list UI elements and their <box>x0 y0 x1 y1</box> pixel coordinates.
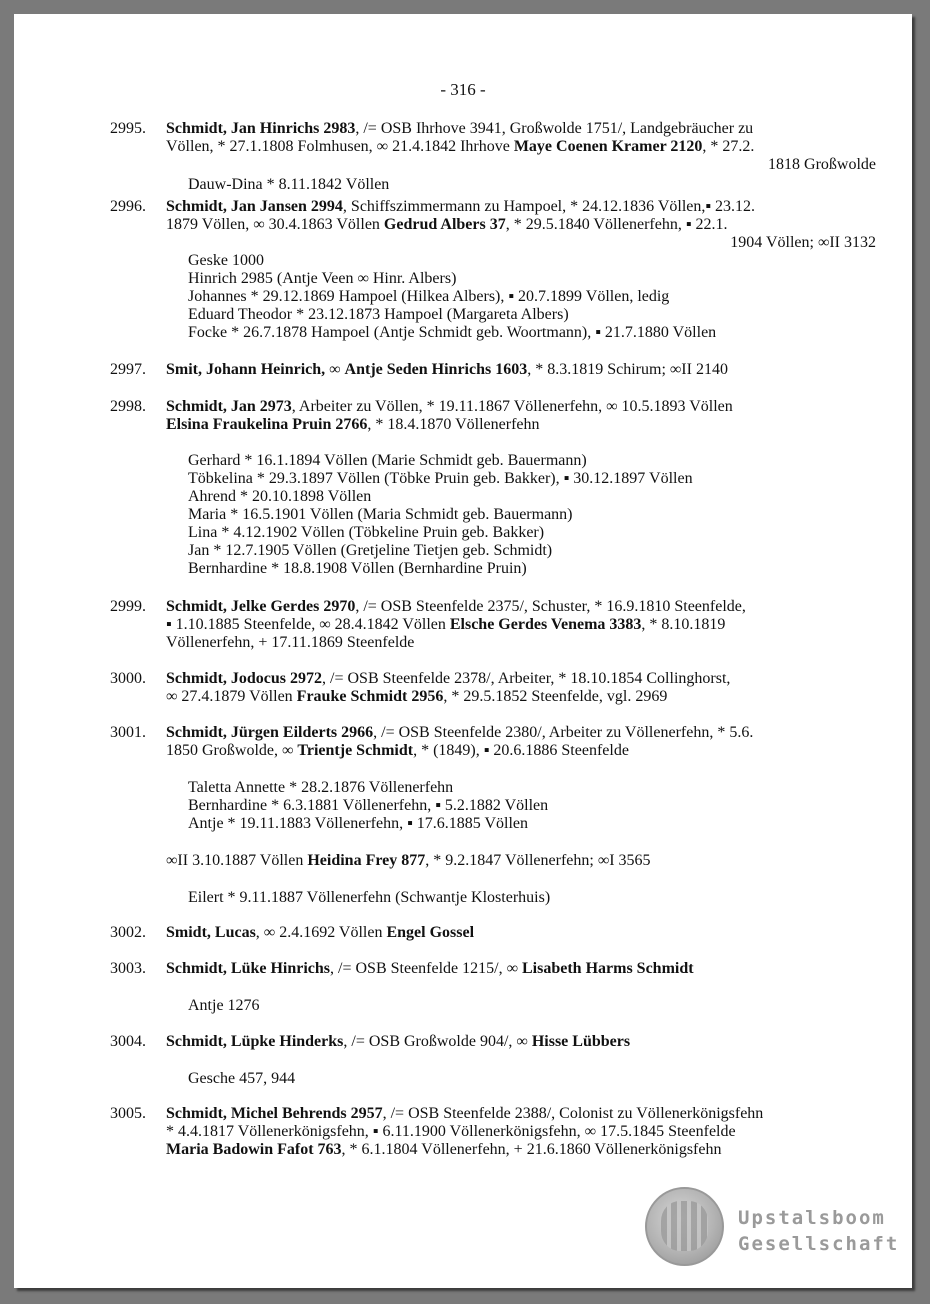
entry-line: Völlen, * 27.1.1808 Folmhusen, ∞ 21.4.1842 Ihrhove Maye Coenen Kramer 2120, * 27.2. <box>166 138 755 155</box>
entry-line: Jan * 12.7.1905 Völlen (Gretjeline Tietjen geb. Schmidt) <box>188 542 553 559</box>
entry-line: 1818 Großwolde <box>768 156 876 173</box>
entry-line: Bernhardine * 18.8.1908 Völlen (Bernhardine Pruin) <box>188 560 527 577</box>
entry-line: Taletta Annette * 28.2.1876 Völlenerfehn <box>188 779 454 796</box>
entry-line: Lina * 4.12.1902 Völlen (Töbkeline Pruin geb. Bakker) <box>188 524 545 541</box>
entry-line: Antje * 19.11.1883 Völlenerfehn, ▪ 17.6.1885 Völlen <box>188 815 528 832</box>
entry-line: ∞ 27.4.1879 Völlen Frauke Schmidt 2956, * 29.5.1852 Steenfelde, vgl. 2969 <box>166 688 668 705</box>
entry-line: Töbkelina * 29.3.1897 Völlen (Töbke Pruin geb. Bakker), ▪ 30.12.1897 Völlen <box>188 470 693 487</box>
entry-line: Eilert * 9.11.1887 Völlenerfehn (Schwantje Klosterhuis) <box>188 889 551 906</box>
entry-number: 2997. <box>110 361 146 378</box>
brand-line-2: Gesellschaft <box>738 1233 900 1255</box>
entry-number: 2996. <box>110 198 146 215</box>
entry-line: ∞II 3.10.1887 Völlen Heidina Frey 877, * 9.2.1847 Völlenerfehn; ∞I 3565 <box>166 852 651 869</box>
brand-watermark <box>738 1205 899 1257</box>
entry-line: Smidt, Lucas, ∞ 2.4.1692 Völlen Engel Gossel <box>166 924 475 941</box>
entry-line: Elsina Fraukelina Pruin 2766, * 18.4.1870 Völlenerfehn <box>166 416 540 433</box>
entry-line: Johannes * 29.12.1869 Hampoel (Hilkea Albers), ▪ 20.7.1899 Völlen, ledig <box>188 288 670 305</box>
entry-line: Schmidt, Jodocus 2972, /= OSB Steenfelde 2378/, Arbeiter, * 18.10.1854 Collinghorst, <box>166 670 731 687</box>
entry-line: 1850 Großwolde, ∞ Trientje Schmidt, * (1849), ▪ 20.6.1886 Steenfelde <box>166 742 629 759</box>
entry-number: 3003. <box>110 960 146 977</box>
entry-line: Gesche 457, 944 <box>188 1070 296 1087</box>
entry-number: 2995. <box>110 120 146 137</box>
entry-line: Schmidt, Jan Hinrichs 2983, /= OSB Ihrhove 3941, Großwolde 1751/, Landgebräucher zu <box>166 120 754 137</box>
entry-line: Bernhardine * 6.3.1881 Völlenerfehn, ▪ 5.2.1882 Völlen <box>188 797 549 814</box>
seal-logo-icon <box>645 1187 724 1266</box>
entry-number: 2999. <box>110 598 146 615</box>
entry-number: 2998. <box>110 398 146 415</box>
entry-line: Ahrend * 20.10.1898 Völlen <box>188 488 372 505</box>
entry-line: Schmidt, Jan 2973, Arbeiter zu Völlen, * 19.11.1867 Völlenerfehn, ∞ 10.5.1893 Völlen <box>166 398 733 415</box>
entry-line: Smit, Johann Heinrich, ∞ Antje Seden Hinrichs 1603, * 8.3.1819 Schirum; ∞II 2140 <box>166 361 728 378</box>
entry-line: Eduard Theodor * 23.12.1873 Hampoel (Margareta Albers) <box>188 306 569 323</box>
entry-line: Schmidt, Lüpke Hinderks, /= OSB Großwolde 904/, ∞ Hisse Lübbers <box>166 1033 631 1050</box>
entry-line: ▪ 1.10.1885 Steenfelde, ∞ 28.4.1842 Völlen Elsche Gerdes Venema 3383, * 8.10.1819 <box>166 616 726 633</box>
page-number: - 316 - <box>440 80 486 99</box>
entry-line: Hinrich 2985 (Antje Veen ∞ Hinr. Albers) <box>188 270 457 287</box>
entry-line: 1879 Völlen, ∞ 30.4.1863 Völlen Gedrud Albers 37, * 29.5.1840 Völlenerfehn, ▪ 22.1. <box>166 216 728 233</box>
entry-number: 3005. <box>110 1105 146 1122</box>
entry-line: Schmidt, Jelke Gerdes 2970, /= OSB Steenfelde 2375/, Schuster, * 16.9.1810 Steenfelde, <box>166 598 746 615</box>
entry-line: Focke * 26.7.1878 Hampoel (Antje Schmidt geb. Woortmann), ▪ 21.7.1880 Völlen <box>188 324 717 341</box>
entry-line: Schmidt, Jan Jansen 2994, Schiffszimmermann zu Hampoel, * 24.12.1836 Völlen,▪ 23.12. <box>166 198 756 215</box>
entry-line: Gerhard * 16.1.1894 Völlen (Marie Schmidt geb. Bauermann) <box>188 452 587 469</box>
entry-line: 1904 Völlen; ∞II 3132 <box>730 234 876 251</box>
entry-line: Völlenerfehn, + 17.11.1869 Steenfelde <box>166 634 415 651</box>
brand-line-1: Upstalsboom <box>738 1207 886 1229</box>
entry-line: Schmidt, Michel Behrends 2957, /= OSB Steenfelde 2388/, Colonist zu Völlenerkönigsfehn <box>166 1105 764 1122</box>
entry-line: Schmidt, Lüke Hinrichs, /= OSB Steenfelde 1215/, ∞ Lisabeth Harms Schmidt <box>166 960 694 977</box>
entry-line: * 4.4.1817 Völlenerkönigsfehn, ▪ 6.11.1900 Völlenerkönigsfehn, ∞ 17.5.1845 Steenfelde <box>166 1123 736 1140</box>
entry-line: Schmidt, Jürgen Eilderts 2966, /= OSB Steenfelde 2380/, Arbeiter zu Völlenerfehn, * 5.6. <box>166 724 754 741</box>
entry-number: 3002. <box>110 924 146 941</box>
entry-line: Geske 1000 <box>188 252 264 269</box>
entry-line: Maria Badowin Fafot 763, * 6.1.1804 Völlenerfehn, + 21.6.1860 Völlenerkönigsfehn <box>166 1141 722 1158</box>
entry-line: Antje 1276 <box>188 997 260 1014</box>
document-page <box>14 14 912 1288</box>
entry-number: 3001. <box>110 724 146 741</box>
entry-number: 3000. <box>110 670 146 687</box>
entry-number: 3004. <box>110 1033 146 1050</box>
entry-line: Maria * 16.5.1901 Völlen (Maria Schmidt geb. Bauermann) <box>188 506 573 523</box>
entry-line: Dauw-Dina * 8.11.1842 Völlen <box>188 176 390 193</box>
